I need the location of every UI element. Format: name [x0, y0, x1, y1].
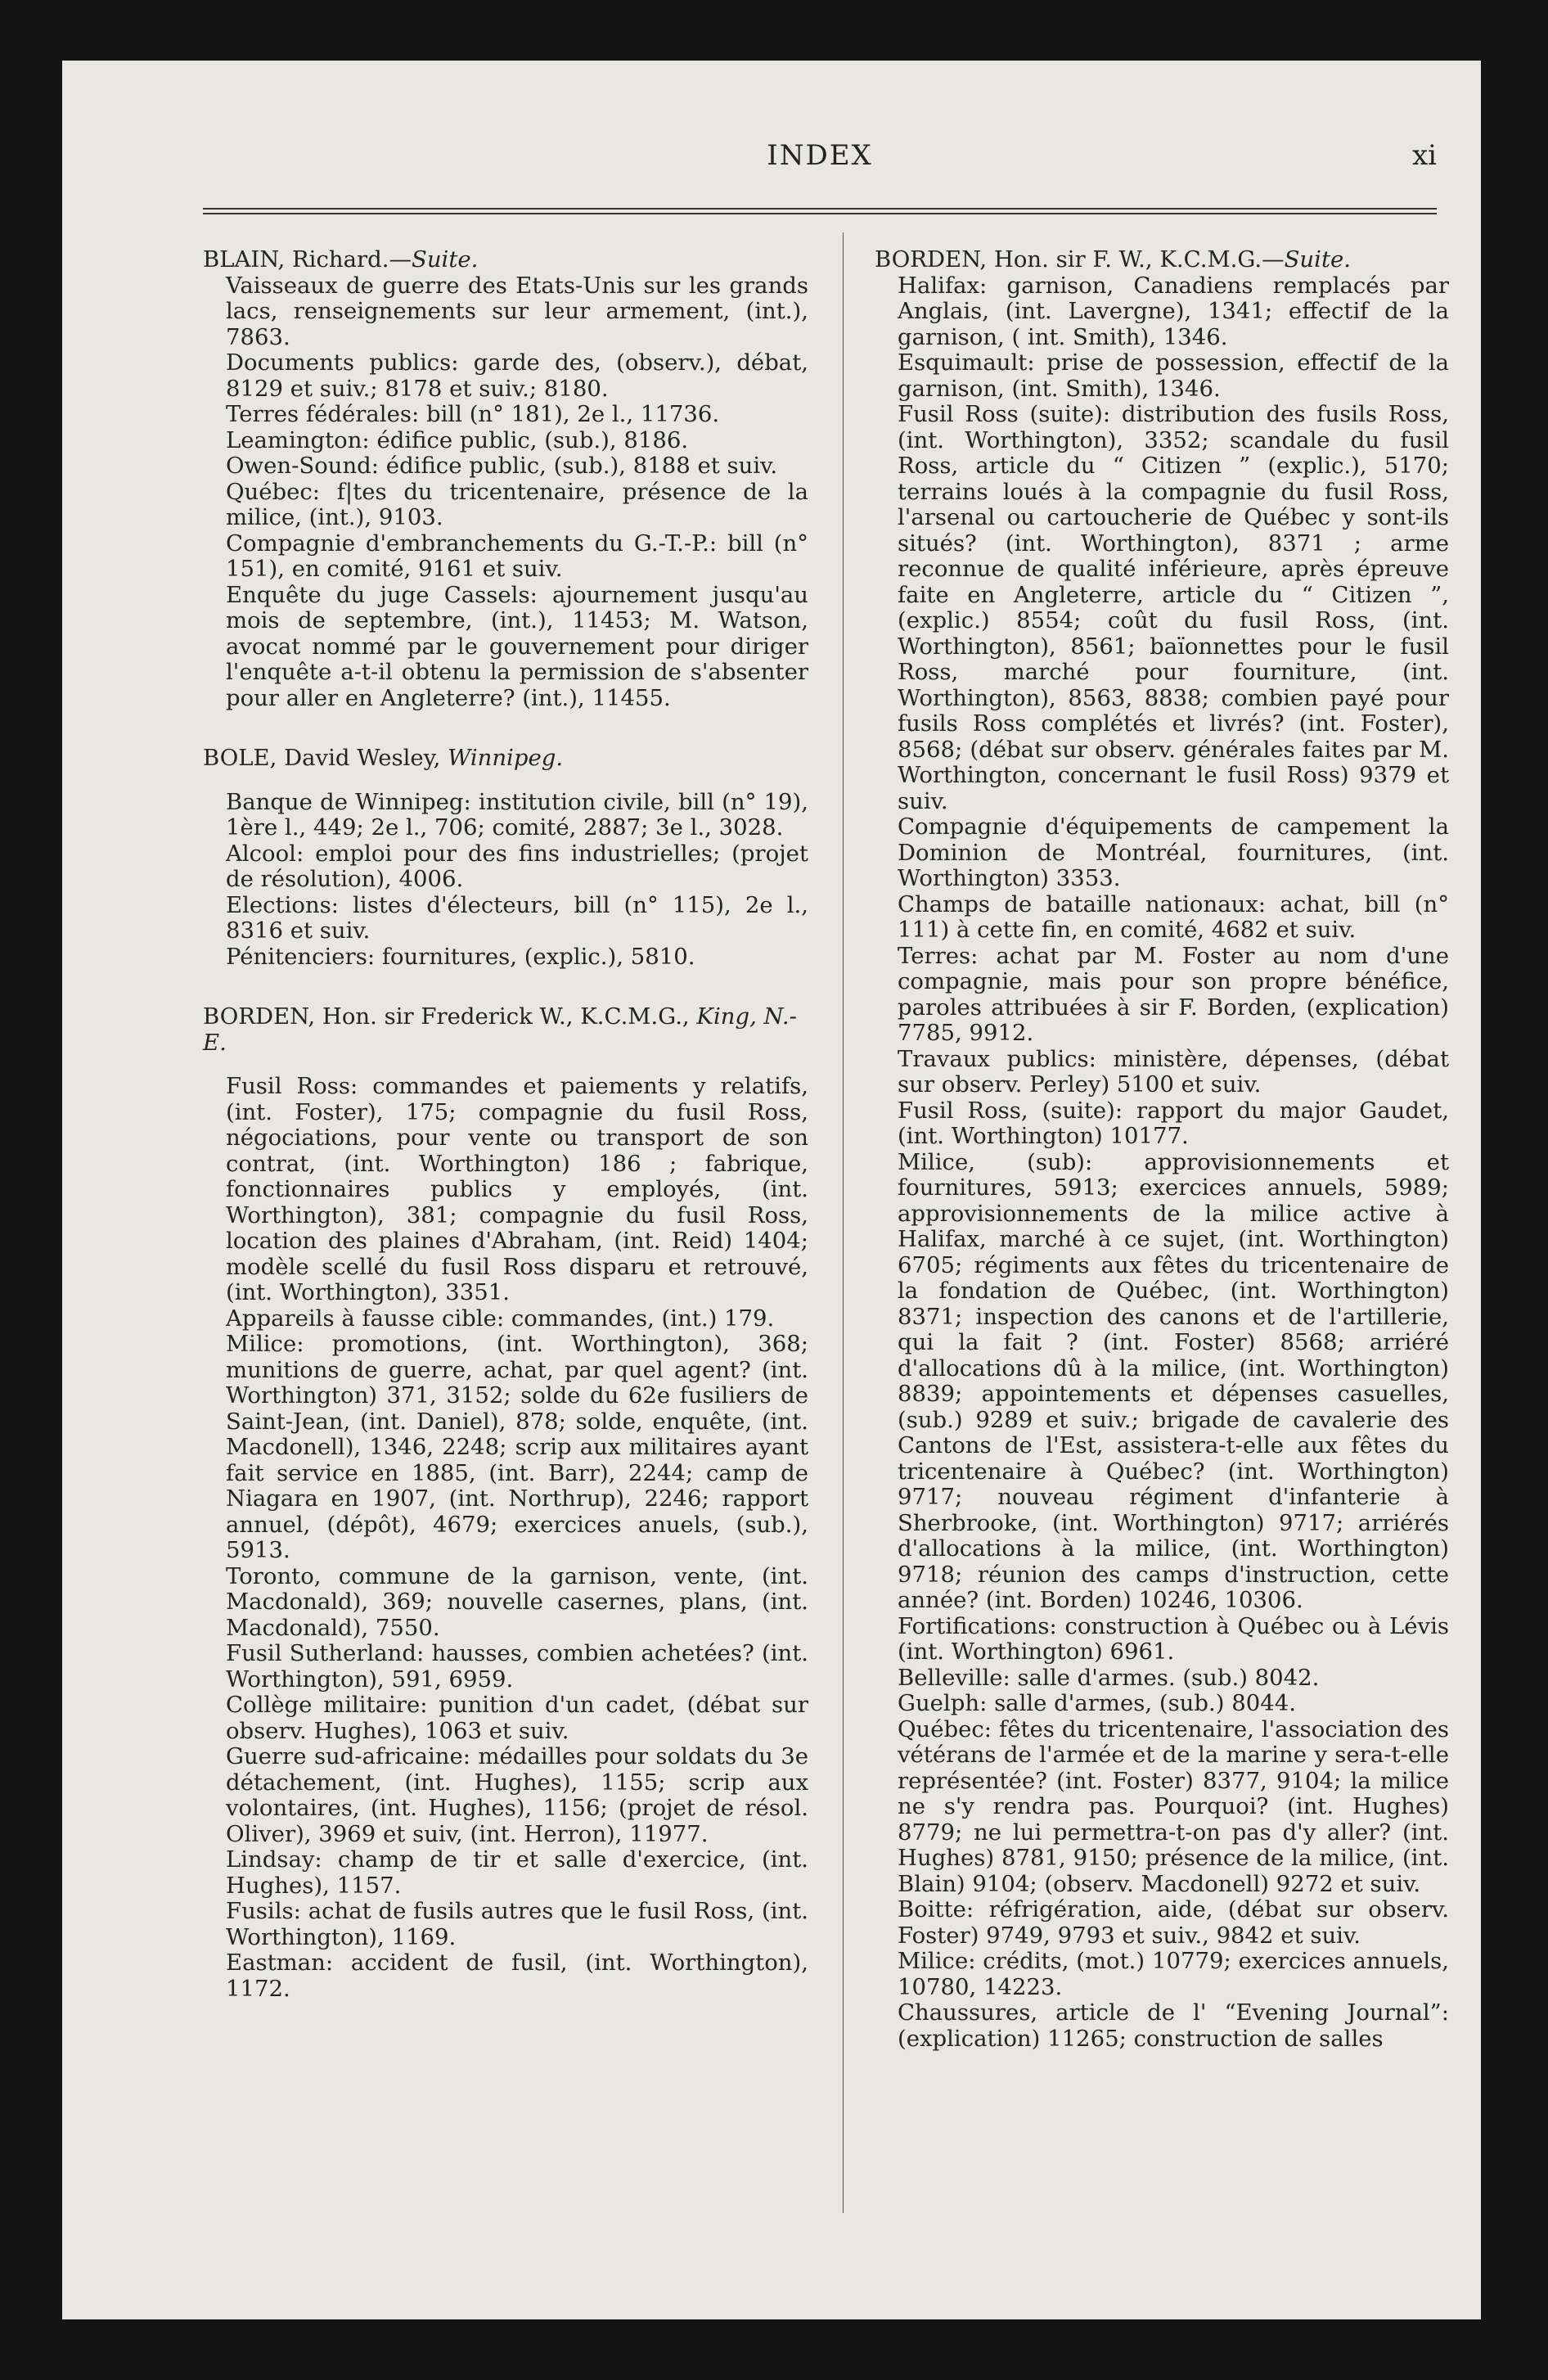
index-entry: Banque de Winnipeg: institution civile, bill (n° 19), 1ère l., 449; 2e l., 706; comité, 2887; 3e l., 3028. [226, 788, 808, 841]
index-entries [203, 1074, 808, 2002]
index-entry: Travaux publics: ministère, dépenses, (débat sur observ. Perley) 5100 et suiv. [898, 1045, 1449, 1098]
index-entry: Collège militaire: punition d'un cadet, (débat sur observ. Hughes), 1063 et suiv. [226, 1692, 808, 1744]
index-entry: Boitte: réfrigération, aide, (débat sur observ. Foster) 9749, 9793 et suiv., 9842 et suiv. [898, 1896, 1449, 1949]
index-entry: Chaussures, article de l' “Evening Journal”: (explication) 11265; construction de salles [898, 1999, 1449, 2052]
index-entry: Owen-Sound: édifice public, (sub.), 8188 et suiv. [226, 453, 778, 479]
index-entries [875, 273, 1449, 2053]
index-entry: Terres fédérales: bill (n° 181), 2e l., 11736. [226, 401, 720, 427]
index-entry: Québec: f|tes du tricentenaire, présence de la milice, (int.), 9103. [226, 478, 808, 530]
index-entry: Belleville: salle d'armes. (sub.) 8042. [898, 1664, 1320, 1691]
index-entry: Milice: crédits, (mot.) 10779; exercices annuels, 10780, 14223. [898, 1948, 1449, 2000]
index-entry: Lindsay: champ de tir et salle d'exercice, (int. Hughes), 1157. [226, 1846, 808, 1899]
document-page [62, 61, 1481, 2319]
index-entry: Toronto, commune de la garnison, vente, (int. Macdonald), 369; nouvelle casernes, plans, (int. Macdonald), 7550. [226, 1562, 808, 1641]
index-entry: Compagnie d'équipements de campement la Dominion de Montréal, fournitures, (int. Worthington) 3353. [898, 814, 1449, 891]
index-entry: Documents publics: garde des, (observ.), débat, 8129 et suiv.; 8178 et suiv.; 8180. [226, 349, 808, 402]
index-entry: Guelph: salle d'armes, (sub.) 8044. [898, 1690, 1296, 1716]
index-entry: Champs de bataille nationaux: achat, bill (n° 111) à cette fin, en comité, 4682 et suiv. [898, 890, 1449, 943]
index-entry: Enquête du juge Cassels: ajournement jusqu'au mois de septembre, (int.), 11453; M. Watson, avocat nommé par le gouvernement pour diriger l'enquête a-t-il obtenu la permission de s'absenter pour aller en Angleterre? (int.), 11455. [226, 581, 808, 711]
index-entry: Esquimault: prise de possession, effectif de la garnison, (int. Smith), 1346. [898, 349, 1449, 402]
index-name-heading: BOLE, David Wesley, Winnipeg. [203, 745, 564, 771]
index-entry: Alcool: emploi pour des fins industrielles; (projet de résolution), 4006. [226, 840, 808, 892]
index-entry: Fusil Ross, (suite): rapport du major Gaudet, (int. Worthington) 10177. [898, 1097, 1449, 1149]
index-entry: Terres: achat par M. Foster au nom d'une compagnie, mais pour son propre bénéfice, paroles attribuées à sir F. Borden, (explication) 7785, 9912. [898, 942, 1449, 1046]
index-entries [203, 273, 808, 712]
index-entry: Québec: fêtes du tricentenaire, l'association des vétérans de l'armée et de la marine y sera-t-elle représentée? (int. Foster) 8377, 9104; la milice ne s'y rendra pas. Pourquoi? (int. Hughes) 8779; ne lui permettra-t-on pas d'y aller? (int. Hughes) 8781, 9150; présence de la milice, (int. Blain) 9104; (observ. Macdonell) 9272 et suiv. [898, 1715, 1449, 1897]
index-entry: Milice, (sub): approvisionnements et fournitures, 5913; exercices annuels, 5989; approvisionnements de la milice active à Halifax, marché à ce sujet, (int. Worthington) 6705; régiments aux fêtes du tricentenaire de la fondation de Québec, (int. Worthington) 8371; inspection des canons et de l'artillerie, qui la fait ? (int. Foster) 8568; arriéré d'allocations dû à la milice, (int. Worthington) 8839; appointements et dépenses casuelles, (sub.) 9289 et suiv.; brigade de cavalerie des Cantons de l'Est, assistera-t-elle aux fêtes du tricentenaire à Québec? (int. Worthington) 9717; nouveau régiment d'infanterie à Sherbrooke, (int. Worthington) 9717; arriérés d'allocations à la milice, (int. Worthington) 9718; réunion des camps d'instruction, cette année? (int. Borden) 10246, 10306. [898, 1148, 1449, 1613]
page-header [203, 139, 1437, 188]
index-entry: Vaisseaux de guerre des Etats-Unis sur les grands lacs, renseignements sur leur armement, (int.), 7863. [226, 272, 808, 350]
index-entry: Fusils: achat de fusils autres que le fusil Ross, (int. Worthington), 1169. [226, 1898, 808, 1950]
index-name-heading: BORDEN, Hon. sir Frederick W., K.C.M.G., King, N.-E. [203, 1003, 797, 1056]
index-entry: Appareils à fausse cible: commandes, (int.) 179. [226, 1305, 775, 1332]
index-name-heading: BLAIN, Richard.—Suite. [203, 246, 479, 273]
index-name-heading: BORDEN, Hon. sir F. W., K.C.M.G.—Suite. [875, 246, 1352, 273]
header-rule-bottom [203, 213, 1437, 214]
right-column [875, 247, 1449, 2052]
index-entry: Compagnie d'embranchements du G.-T.-P.: bill (n° 151), en comité, 9161 et suiv. [226, 530, 808, 582]
index-entry: Eastman: accident de fusil, (int. Worthington), 1172. [226, 1950, 808, 2002]
index-entry: Leamington: édifice public, (sub.), 8186. [226, 426, 689, 453]
page-number: xi [1411, 139, 1437, 172]
index-entry: Halifax: garnison, Canadiens remplacés par Anglais, (int. Lavergne), 1341; effectif de la garnison, ( int. Smith), 1346. [898, 272, 1449, 350]
header-rule-top [203, 208, 1437, 210]
index-entries [203, 790, 808, 971]
index-entry: Guerre sud-africaine: médailles pour soldats du 3e détachement, (int. Hughes), 1155; scrip aux volontaires, (int. Hughes), 1156; (projet de résol. Oliver), 3969 et suiv, (int. Herron), 11977. [226, 1743, 808, 1847]
column-divider [843, 232, 844, 2213]
left-column [203, 247, 808, 2002]
index-entry: Milice: promotions, (int. Worthington), 368; munitions de guerre, achat, par quel agent? (int. Worthington) 371, 3152; solde du 62e fusiliers de Saint-Jean, (int. Daniel), 878; solde, enquête, (int. Macdonell), 1346, 2248; scrip aux militaires ayant fait service en 1885, (int. Barr), 2244; camp de Niagara en 1907, (int. Northrup), 2246; rapport annuel, (dépôt), 4679; exercices anuels, (sub.), 5913. [226, 1331, 808, 1563]
index-entry: Fusil Ross (suite): distribution des fusils Ross, (int. Worthington), 3352; scandale du fusil Ross, article du “ Citizen ” (explic.), 5170; terrains loués à la compagnie du fusil Ross, l'arsenal ou cartoucherie de Québec y sont-ils situés? (int. Worthington), 8371 ; arme reconnue de qualité inférieure, après épreuve faite en Angleterre, article du “ Citizen ”, (explic.) 8554; coût du fusil Ross, (int. Worthington), 8561; baïonnettes pour le fusil Ross, marché pour fourniture, (int. Worthington), 8563, 8838; combien payé pour fusils Ross complétés et livrés? (int. Foster), 8568; (débat sur observ. générales faites par M. Worthington, concernant le fusil Ross) 9379 et suiv. [898, 401, 1449, 814]
index-entry: Fusil Ross: commandes et paiements y relatifs, (int. Foster), 175; compagnie du fusil Ross, négociations, pour vente ou transport de son contrat, (int. Worthington) 186 ; fabrique, fonctionnaires publics y employés, (int. Worthington), 381; compagnie du fusil Ross, location des plaines d'Abraham, (int. Reid) 1404; modèle scellé du fusil Ross disparu et retrouvé, (int. Worthington), 3351. [226, 1073, 808, 1305]
index-entry: Fortifications: construction à Québec ou à Lévis (int. Worthington) 6961. [898, 1612, 1449, 1665]
index-entry: Pénitenciers: fournitures, (explic.), 5810. [226, 943, 695, 970]
index-entry: Elections: listes d'électeurs, bill (n° 115), 2e l., 8316 et suiv. [226, 891, 808, 944]
index-entry: Fusil Sutherland: hausses, combien achetées? (int. Worthington), 591, 6959. [226, 1640, 808, 1693]
page-title: INDEX [767, 139, 873, 172]
